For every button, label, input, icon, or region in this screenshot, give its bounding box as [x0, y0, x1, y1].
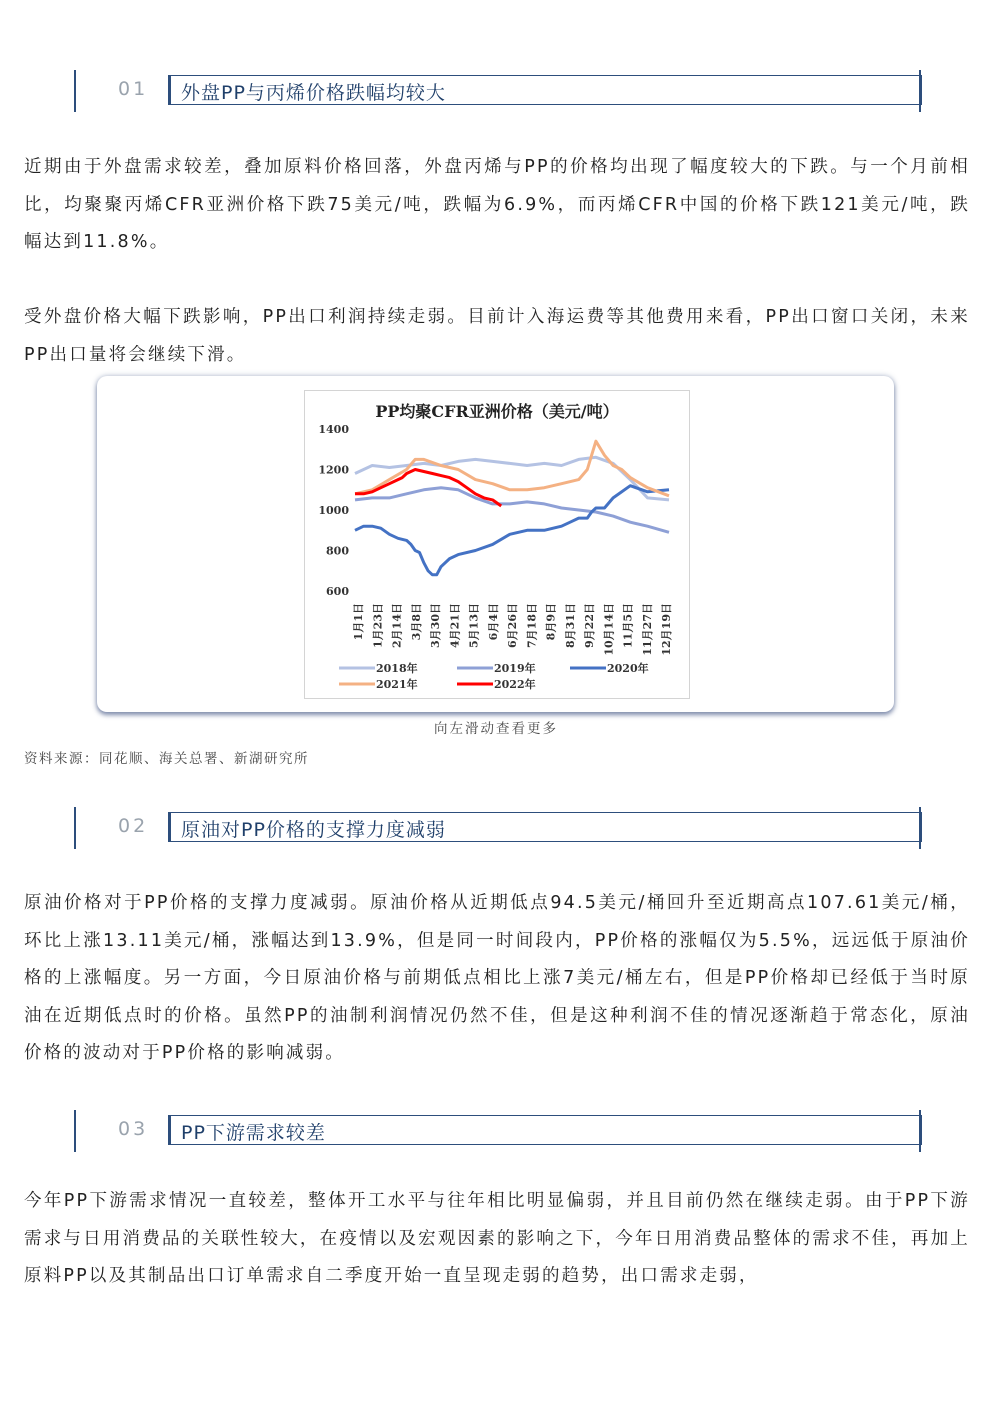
section-divider-right [919, 70, 921, 112]
x-tick-label: 1月1日 [352, 603, 365, 641]
x-tick-label: 7月18日 [525, 603, 539, 648]
section-divider-left [74, 1110, 76, 1152]
price-line-chart [305, 391, 689, 698]
section-title: PP下游需求较差 [181, 1122, 326, 1144]
legend-label: 2019年 [494, 662, 536, 675]
x-tick-label: 6月26日 [506, 603, 519, 648]
x-tick-label: 2月14日 [390, 603, 404, 648]
section-number: 03 [118, 1118, 149, 1140]
paragraph-1: 近期由于外盘需求较差，叠加原料价格回落，外盘丙烯与PP的价格均出现了幅度较大的下跌。与一个月前相比，均聚聚丙烯CFR亚洲价格下跌75美元/吨，跌幅为6.9%，而丙烯CFR中国的价格下跌121美元/吨，跌幅达到11.8%。 [24, 157, 970, 252]
section-number: 02 [118, 815, 149, 837]
legend-label: 2018年 [376, 662, 418, 675]
x-tick-label: 8月31日 [563, 603, 577, 648]
y-tick-label: 600 [326, 585, 349, 598]
section-divider-left [74, 807, 76, 849]
paragraph-3: 原油价格对于PP价格的支撑力度减弱。原油价格从近期低点94.5美元/桶回升至近期高点107.61美元/桶，环比上涨13.11美元/桶，涨幅达到13.9%，但是同一时间段内，PP价格的涨幅仅为5.5%，远远低于原油价格的上涨幅度。另一方面，今日原油价格与前期低点相比上涨7美元/桶左右，但是PP价格却已经低于当时原油在近期低点时的价格。虽然PP的油制利润情况仍然不佳，但是这种利润不佳的情况逐渐趋于常态化，原油价格的波动对于PP价格的影响减弱。 [24, 893, 970, 1063]
x-tick-label: 12月19日 [660, 603, 673, 656]
legend-label: 2020年 [607, 662, 649, 675]
legend-label: 2022年 [494, 678, 536, 691]
section-title: 原油对PP价格的支撑力度减弱 [181, 819, 446, 841]
legend-label: 2021年 [376, 678, 418, 691]
section-header-01 [0, 70, 992, 114]
section-title: 外盘PP与丙烯价格跌幅均较大 [181, 82, 446, 104]
section-title-box [168, 1115, 922, 1145]
section-header-03 [0, 1110, 992, 1154]
x-tick-label: 3月8日 [409, 603, 423, 641]
chart-container [304, 390, 690, 699]
data-source: 资料来源：同花顺、海关总署、新湖研究所 [24, 751, 309, 767]
x-tick-label: 4月21日 [448, 603, 462, 648]
x-tick-label: 5月13日 [467, 603, 481, 648]
chart-title: PP均聚CFR亚洲价格（美元/吨） [375, 402, 619, 421]
y-tick-label: 1000 [318, 504, 349, 517]
x-tick-label: 11月5日 [621, 603, 635, 648]
y-tick-label: 800 [326, 544, 349, 558]
section-number: 01 [118, 78, 149, 100]
x-tick-label: 8月9日 [544, 603, 558, 641]
x-tick-label: 10月14日 [602, 603, 616, 656]
scroll-hint: 向左滑动查看更多 [434, 721, 558, 737]
paragraph-2: 受外盘价格大幅下跌影响，PP出口利润持续走弱。目前计入海运费等其他费用来看，PP出口窗口关闭，未来PP出口量将会继续下滑。 [24, 307, 970, 365]
paragraph-4: 今年PP下游需求情况一直较差，整体开工水平与往年相比明显偏弱，并且目前仍然在继续走弱。由于PP下游需求与日用消费品的关联性较大，在疫情以及宏观因素的影响之下，今年日用消费品整体的需求不佳，再加上原料PP以及其制品出口订单需求自二季度开始一直呈现走弱的趋势，出口需求走弱， [24, 1191, 970, 1286]
x-tick-label: 1月23日 [371, 603, 385, 648]
x-tick-label: 3月30日 [429, 603, 442, 648]
y-tick-label: 1200 [318, 463, 349, 477]
section-title-box [168, 75, 922, 105]
series-line-2020年 [355, 486, 669, 575]
x-tick-label: 9月22日 [583, 603, 596, 648]
section-divider-right [919, 807, 921, 849]
x-tick-label: 6月4日 [486, 603, 500, 641]
section-title-box [168, 812, 922, 842]
section-header-02 [0, 807, 992, 851]
series-line-2019年 [355, 488, 669, 533]
y-tick-label: 1400 [318, 423, 349, 436]
series-line-2021年 [355, 441, 669, 496]
section-divider-left [74, 70, 76, 112]
section-divider-right [919, 1110, 921, 1152]
x-tick-label: 11月27日 [640, 603, 654, 656]
